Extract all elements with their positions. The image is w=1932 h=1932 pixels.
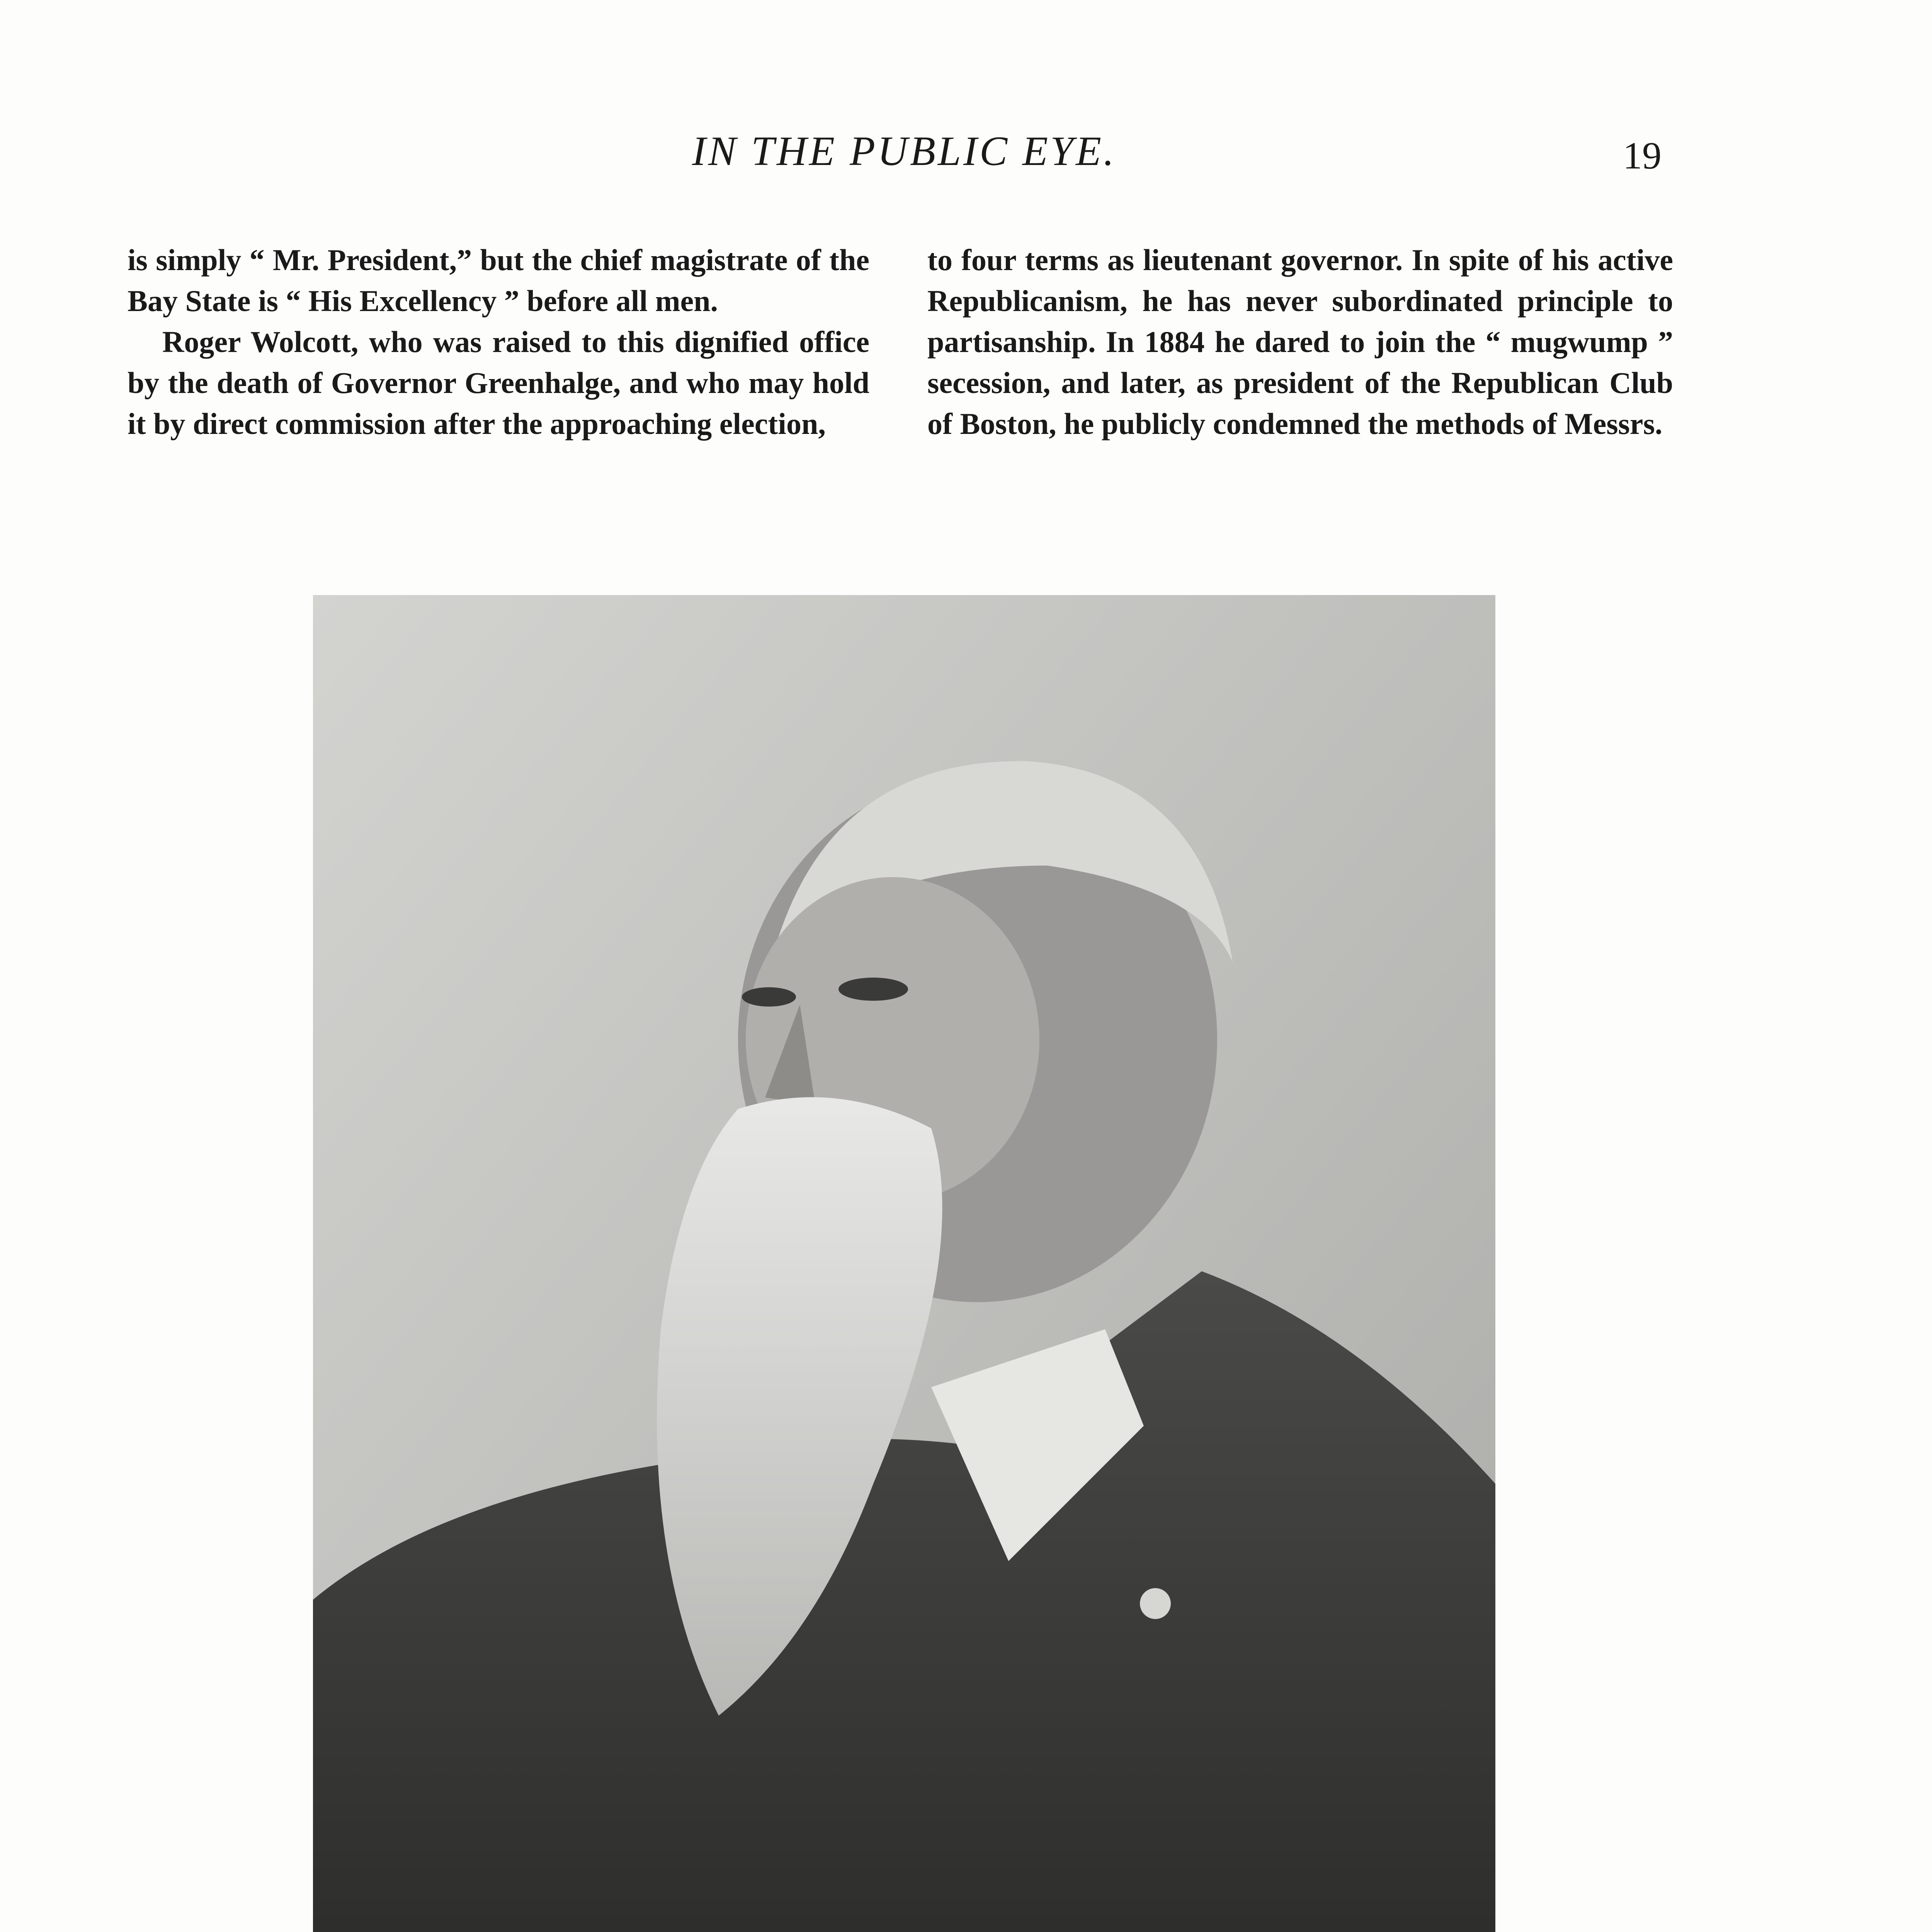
paragraph: to four terms as lieutenant governor. In spite of his active Republicanism, he has never subordinated principle to partisanship. In 1884 he dared to join the “ mugwump ” secession, and later, as president of the Republican Club of Boston, he publicly condemned the methods of Messrs. <box>927 243 1673 440</box>
portrait-photograph <box>313 595 1495 1932</box>
paragraph: is simply “ Mr. President,” but the chief magistrate of the Bay State is “ His Excellency ” before all men. <box>128 243 869 318</box>
column-top-right <box>927 240 1673 444</box>
running-head: IN THE PUBLIC EYE. <box>692 128 1117 174</box>
column-top-left <box>128 240 869 444</box>
portrait-illustration <box>313 595 1495 1932</box>
paragraph: Roger Wolcott, who was raised to this dignified office by the death of Governor Greenhalge, and who may hold it by direct commission after the approaching election, <box>128 325 869 440</box>
page-number: 19 <box>1623 134 1662 177</box>
